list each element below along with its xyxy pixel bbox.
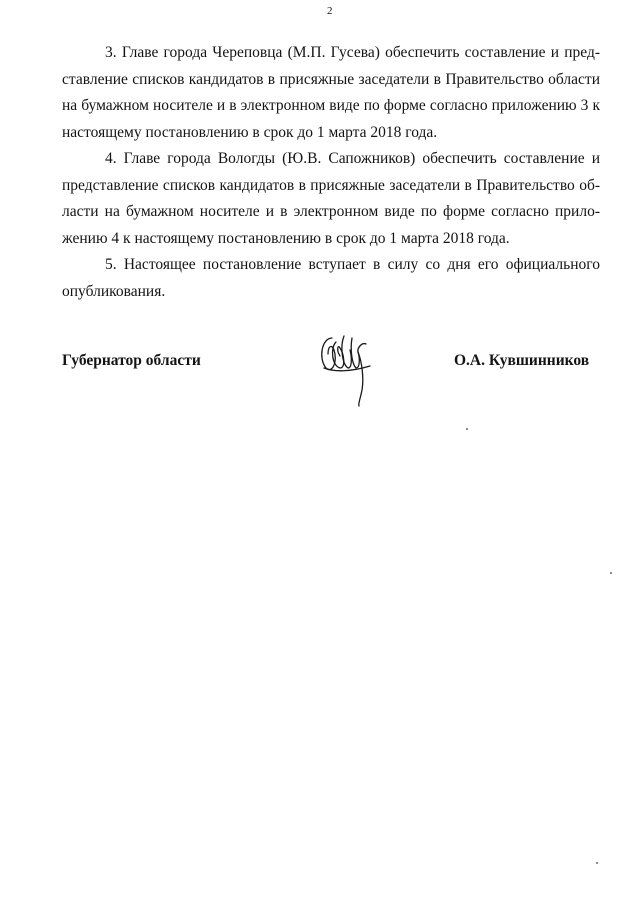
- handwritten-signature: [310, 328, 380, 408]
- paragraph-4-line-1: 4. Главе города Вологды (Ю.В. Сапожников) обеспечить составление и: [105, 150, 600, 167]
- paragraph-5-line-1: 5. Настоящее постановление вступает в силу со дня его официального: [105, 256, 600, 273]
- paragraph-5: [62, 252, 600, 305]
- paragraph-5-line-2: опубликования.: [62, 282, 166, 300]
- scan-speck: [596, 862, 598, 864]
- page-number: 2: [327, 5, 333, 17]
- paragraph-4: [62, 146, 600, 252]
- paragraph-4-line-4: жению 4 к настоящему постановлению в срок до 1 марта 2018 года.: [62, 229, 510, 247]
- signatory-title: Губернатор области: [62, 352, 201, 369]
- scan-speck: [466, 428, 468, 430]
- paragraph-3-line-2: ставление списков кандидатов в присяжные заседатели в Правительство области: [62, 70, 600, 88]
- scan-speck: [610, 572, 612, 574]
- signatory-name: О.А. Кувшинников: [454, 352, 590, 369]
- paragraph-4-line-2: представление списков кандидатов в присяжные заседатели в Правительство об-: [62, 176, 600, 194]
- paragraph-3: [62, 40, 600, 146]
- paragraph-3-line-1: 3. Главе города Череповца (М.П. Гусева) обеспечить составление и пред-: [105, 44, 600, 61]
- paragraph-4-line-3: ласти на бумажном носителе и в электронном виде по форме согласно прило-: [62, 203, 600, 220]
- paragraph-3-line-3: на бумажном носителе и в электронном виде по форме согласно приложению 3 к: [62, 97, 600, 114]
- paragraph-3-line-4: настоящему постановлению в срок до 1 марта 2018 года.: [62, 123, 438, 141]
